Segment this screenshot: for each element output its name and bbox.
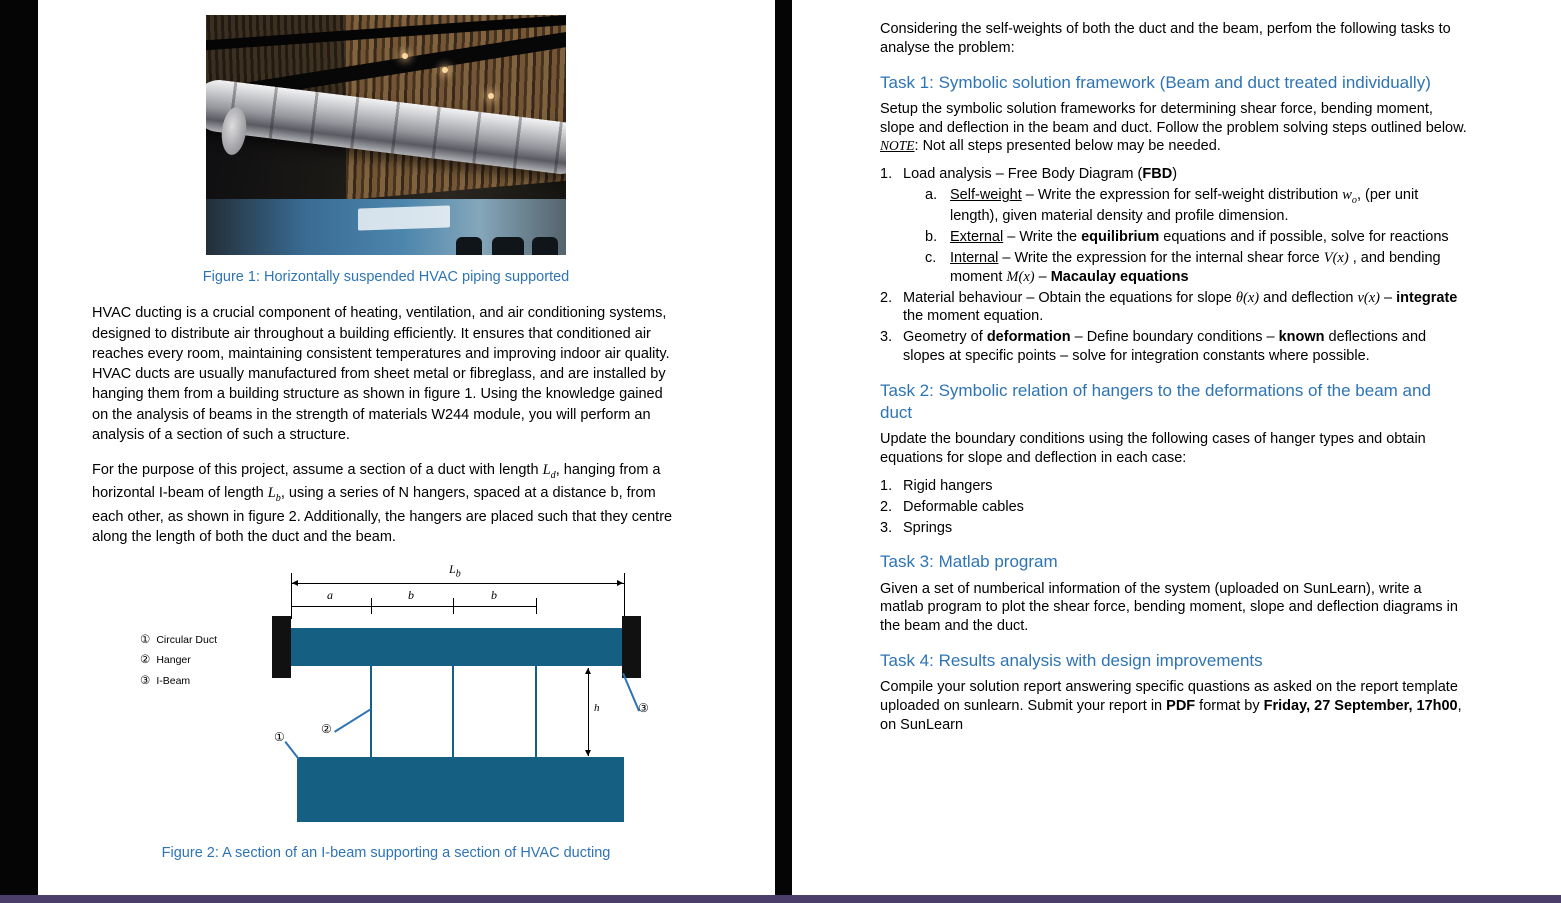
task4-heading: Task 4: Results analysis with design improvements [880,651,1263,671]
project-paragraph: For the purpose of this project, assume a section of a duct with length $L_d$, hanging from a horizontal I-beam of length $L_b$, using a series of N hangers, spaced at a distance b, from each other, as shown in figure 2. Additionally, the hangers are placed such that they centre along the length of both the duct and the beam. [92,462,673,545]
legend-marker-1: ① [140,633,151,646]
list-marker: c. [925,249,937,266]
figure2-diagram [92,561,680,831]
figure1-photo [206,15,566,255]
legend-label-3: I-Beam [156,675,191,688]
dim-label-b1: b [408,588,414,603]
math-vx: v(x) [1357,289,1381,306]
hanger-2 [452,666,454,757]
list-item-text: Material behaviour – Obtain the equations for slope θ(x) and deflection v(x) – integrate the moment equation. [903,289,1458,325]
list-marker: 1. [880,166,893,183]
legend-item-beam [140,674,190,689]
leader-line-duct [285,741,300,759]
arrowhead-down [585,750,591,756]
list-item-1a [925,186,1467,226]
callout-hanger: ② [321,722,332,737]
photo-chair [456,237,482,255]
wall-support-left [272,616,291,678]
figure2-caption: Figure 2: A section of an I-beam supporting a section of HVAC ducting [161,845,611,862]
list-item [880,477,1467,496]
list-item-text: Rigid hangers [903,477,993,494]
list-marker: b. [925,229,938,246]
page-left [38,0,775,903]
i-beam [291,628,622,666]
legend-item-duct [140,633,217,648]
legend-marker-2: ② [140,653,151,666]
list-item-2 [880,289,1467,327]
page-divider [775,0,792,903]
list-item-1c [925,249,1467,287]
page-right [792,0,1561,903]
callout-duct: ① [274,730,285,745]
note-emphasis: NOTE [880,138,915,154]
callout-beam: ③ [638,701,649,716]
left-black-strip [0,0,38,903]
list-marker: a. [925,187,938,204]
intro-paragraph: HVAC ducting is a crucial component of heating, ventilation, and air conditioning systems, designed to distribute air throughout a building efficiently. It ensures that conditioned air reaches every room, maintaining consistent temperatures and improving indoor air quality. HVAC ducts are usually manufactured from sheet metal or fibreglass, and are installed by hanging them from a building structure as shown in figure 1. Using the knowledge gained on the analysis of beams in the strength of materials W244 module, you will perform an analysis of a section of such a structure. [92,305,670,444]
list-item [880,498,1467,517]
dim-line-spacing [291,606,536,607]
hanger-3 [535,666,537,757]
task1-heading: Task 1: Symbolic solution framework (Beam and duct treated individually) [880,72,1431,92]
list-item-1 [880,165,1467,184]
figure1-caption: Figure 1: Horizontally suspended HVAC piping supported [202,269,570,285]
list-item [880,519,1467,538]
photo-wall-banner [358,205,450,230]
photo-ceiling-light [442,67,448,73]
list-item-1b [925,228,1467,247]
intro-paragraph: Considering the self-weights of both the duct and the beam, perfom the following tasks to analyse the problem: [880,21,1451,56]
list-marker: 1. [880,477,893,494]
hanger-1 [370,666,372,757]
dim-label-Lb: $L_b$ [449,562,461,580]
dim-tick [291,598,292,614]
list-item-text: Internal – Write the expression for the internal shear force V(x) , and bending moment M(x) – Macaulay equations [950,249,1441,285]
list-item-text: Deformable cables [903,498,1024,515]
task2-heading: Task 2: Symbolic relation of hangers to the deformations of the beam and duct [880,381,1431,423]
list-marker: 3. [880,519,893,536]
bottom-accent-bar [0,895,1561,903]
legend-marker-3: ③ [140,674,151,687]
photo-ceiling-light [402,53,408,59]
list-marker: 2. [880,498,893,515]
list-item-3 [880,328,1467,366]
list-item-text: Springs [903,519,953,536]
dim-label-b2: b [491,588,497,603]
legend-label-2: Hanger [156,654,191,667]
list-marker: 2. [880,289,893,306]
task2-paragraph: Update the boundary conditions using the following cases of hanger types and obtain equations for slope and deflection in each case: [880,431,1426,467]
arrowhead-up [585,668,591,674]
dim-label-a: a [327,588,333,603]
arrowhead-left [292,580,298,586]
list-item-text: External – Write the equilibrium equations and if possible, solve for reactions [950,229,1449,246]
dim-extension-right [624,573,625,619]
list-item-text: Self-weight – Write the expression for self-weight distribution $w_o$, (per unit length), given material density and profile dimension. [950,187,1419,225]
task1-paragraph: Setup the symbolic solution frameworks for determining shear force, bending moment, slope and deflection in the beam and duct. Follow the problem solving steps outlined below. NOTE: Not all steps presented below may be needed. [880,100,1467,155]
math-theta-x: θ(x) [1235,289,1260,306]
math-Mx: M(x) [1006,268,1035,285]
math-Lb: $L_b$ [267,485,281,505]
task4-paragraph: Compile your solution report answering specific quastions as asked on the report template uploaded on sunlearn. Submit your report in PDF format by Friday, 27 September, 17h00, on SunLearn [880,679,1462,733]
math-Vx: V(x) [1323,249,1349,266]
math-Ld: $L_d$ [542,462,556,482]
leader-line-hanger [334,708,371,732]
list-marker: 3. [880,329,893,346]
task3-heading: Task 3: Matlab program [880,552,1058,572]
dim-label-h: h [594,702,600,715]
photo-chair [492,237,524,255]
dim-line-Lb [291,583,624,584]
circular-duct [297,757,624,822]
legend-label-1: Circular Duct [156,634,217,647]
math-wo: $w_o$ [1342,187,1357,207]
dim-tick [453,598,454,614]
wall-support-right [622,616,641,678]
list-item-text: Geometry of deformation – Define boundary conditions – known deflections and slopes at specific points – solve for integration constants where possible. [903,329,1427,365]
arrowhead-right [617,580,623,586]
dim-tick [536,598,537,614]
task1-list [880,165,1467,366]
dim-tick [371,598,372,614]
dim-line-h [588,668,589,756]
task3-paragraph: Given a set of numberical information of the system (uploaded on SunLearn), write a matlab program to plot the shear force, bending moment, slope and deflection diagrams in the beam and the duct. [880,580,1458,635]
legend-item-hanger [140,653,191,668]
photo-chair [532,237,558,255]
task2-list [880,477,1467,538]
photo-ceiling-light [488,93,494,99]
list-item-text: Load analysis – Free Body Diagram (FBD) [903,166,1178,183]
